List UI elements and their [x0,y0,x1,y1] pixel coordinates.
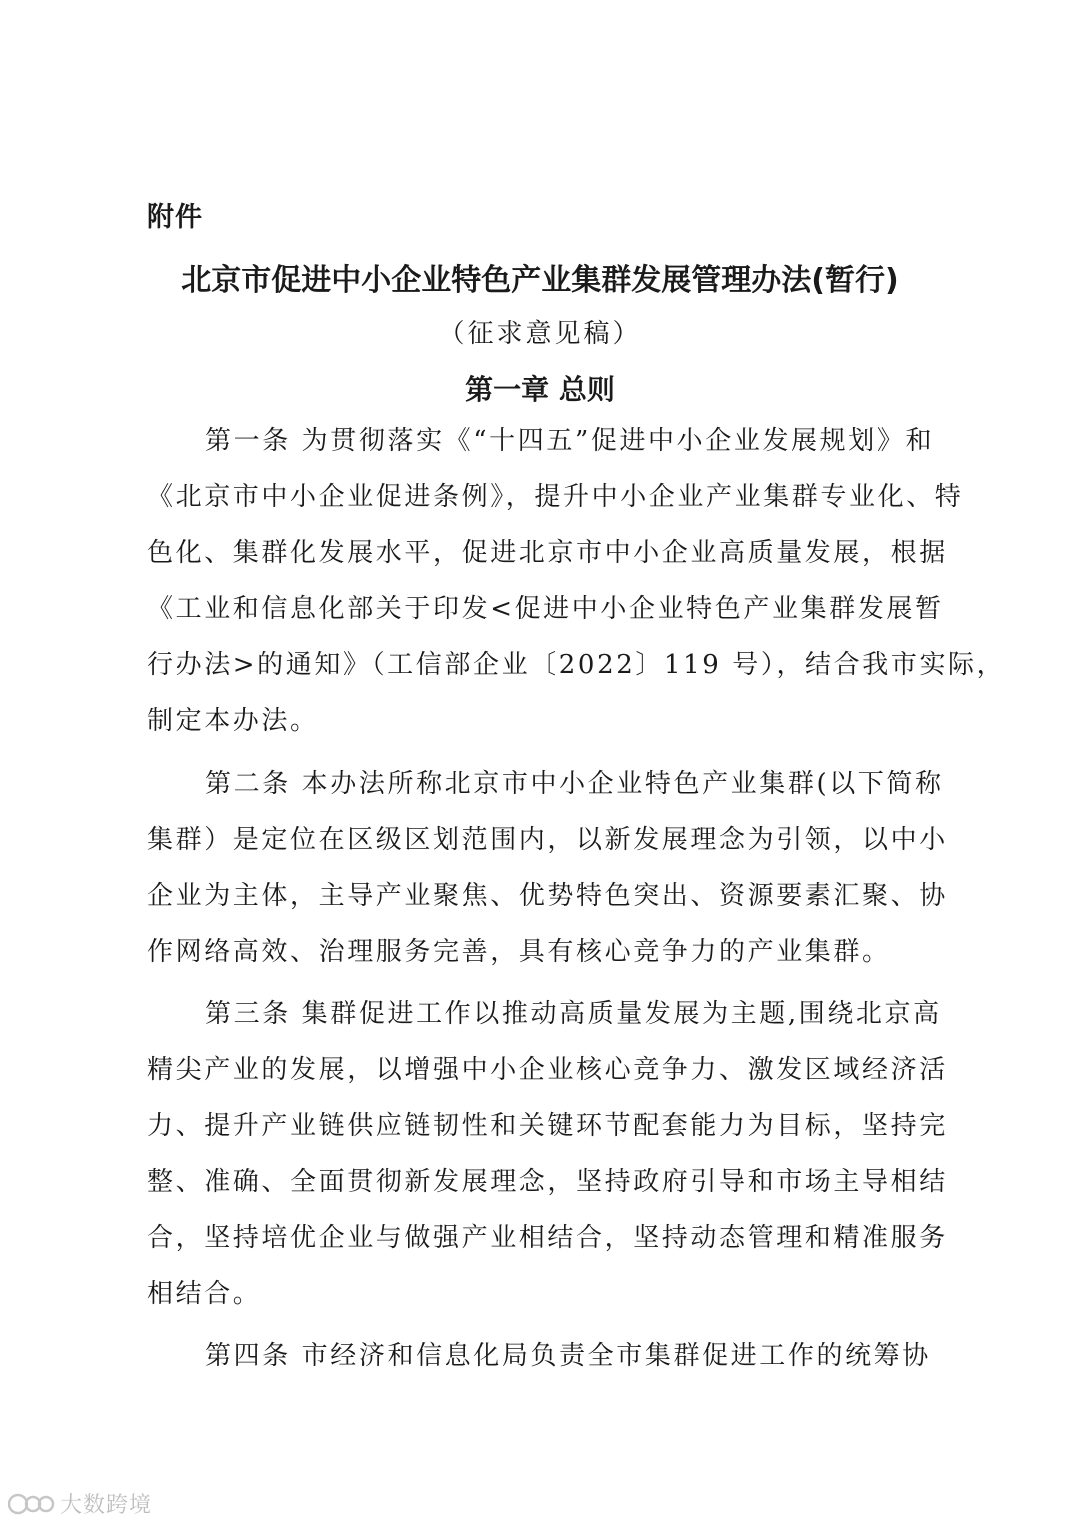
article-2-line: 集群）是定位在区级区划范围内，以新发展理念为引领，以中小 [147,825,948,855]
attachment-label: 附件 [147,202,203,233]
article-2 [147,756,947,980]
article-3-line: 第三条 集群促进工作以推动高质量发展为主题,围绕北京高 [205,999,942,1029]
watermark [8,1488,152,1519]
watermark-text: 大数跨境 [60,1493,153,1518]
chapter-heading: 第一章 总则 [465,373,615,406]
article-3-line: 相结合。 [147,1279,262,1309]
article-2-line: 第二条 本办法所称北京市中小企业特色产业集群(以下简称 [205,769,944,799]
document-subtitle: （征求意见稿） [438,319,642,349]
article-4-line: 第四条 市经济和信息化局负责全市集群促进工作的统筹协 [205,1341,931,1371]
article-3-line: 精尖产业的发展，以增强中小企业核心竞争力、激发区域经济活 [147,1055,948,1085]
article-1 [147,413,1006,749]
article-1-line: 行办法>的通知》（工信部企业〔2022〕119 号），结合我市实际， [147,650,1006,680]
article-3-line: 整、准确、全面贯彻新发展理念，坚持政府引导和市场主导相结 [147,1167,948,1197]
article-1-line: 《北京市中小企业促进条例》，提升中小企业产业集群专业化、特 [147,482,964,512]
document-body [147,413,1006,1384]
article-1-line: 第一条 为贯彻落实《“十四五”促进中小企业发展规划》和 [205,426,935,456]
article-1-line: 色化、集群化发展水平，促进北京市中小企业高质量发展，根据 [147,538,948,568]
watermark-logo-icon [8,1491,56,1517]
article-4 [147,1328,947,1384]
article-1-line: 《工业和信息化部关于印发<促进中小企业特色产业集群发展暂 [147,594,944,624]
article-2-line: 企业为主体，主导产业聚焦、优势特色突出、资源要素汇聚、协 [147,881,948,911]
document-title: 北京市促进中小企业特色产业集群发展管理办法(暂行) [181,263,899,298]
article-1-line: 制定本办法。 [147,706,319,736]
article-3-line: 合，坚持培优企业与做强产业相结合，坚持动态管理和精准服务 [147,1223,948,1253]
article-3-line: 力、提升产业链供应链韧性和关键环节配套能力为目标，坚持完 [147,1111,948,1141]
article-2-line: 作网络高效、治理服务完善，具有核心竞争力的产业集群。 [147,937,891,967]
article-3 [147,986,947,1322]
